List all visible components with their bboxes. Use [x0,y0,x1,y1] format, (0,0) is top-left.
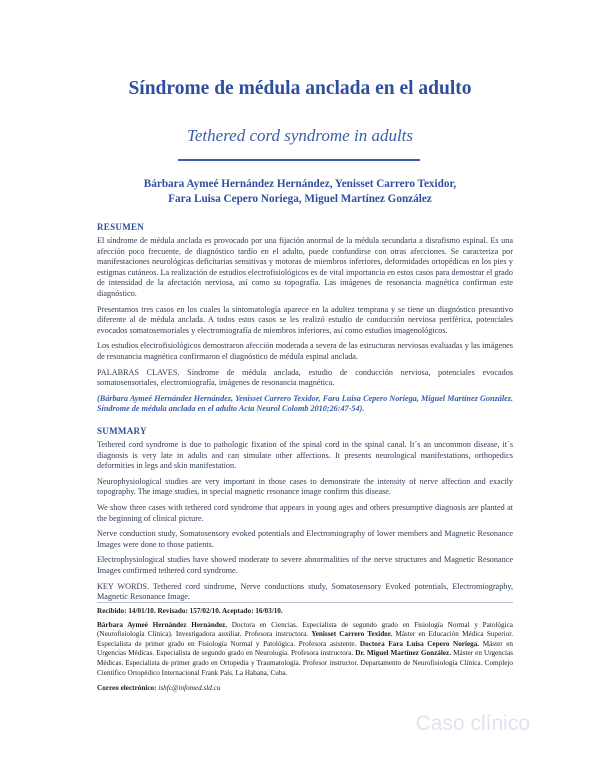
bio-author-name: Dr. Miguel Martínez González. [355,649,452,658]
email-line [97,684,513,694]
author-line-2: Fara Luisa Cepero Noriega, Miguel Martínez González [168,193,432,205]
summary-paragraph: Neurophysiological studies are very important in those cases to demonstrate the intensity of nerve affection and exactly topography. The image studies, in special magnetic resonance image confirm this disease. [97,476,513,497]
article-meta [97,607,513,698]
meta-divider [97,602,513,603]
resumen-keywords: PALABRAS CLAVES. Síndrome de médula anclada, estudio de conducción nerviosa, potenciales evocados somatosensoriales, electromiografía, imágenes de resonancia magnética. [97,367,513,388]
bio-author-name: Bárbara Aymeé Hernández Hernández. [97,620,228,629]
bio-author-text: Máster en Urgencias Médicas. Especialista de segundo grado en Neurología. Profesora instructora. [97,639,513,658]
summary-keywords: KEY WORDS. Tethered cord sindrome, Nerve conductions study, Somatosensory Evoked potentials, Electromiography, Magnetic Resonance Image. [97,581,513,602]
resumen-heading: RESUMEN [97,222,145,232]
received-dates: Recibido: 14/01/10. Revisado: 157/02/10. Aceptado: 16/03/10. [97,607,283,615]
email-link[interactable]: ishfc@infomed.sld.cu [158,684,221,693]
author-list [60,177,540,207]
summary-paragraph: Electrophysiological studies have showed moderate to severe abnormalities of the nerve structures and Magnetic Resonance Images confirmed tethered cord syndrome. [97,555,513,575]
summary-heading: SUMMARY [97,426,147,436]
bio-author-text: Máster en Educación Médica Superior. Especialista de primer grado en Fisiología Normal y Patológica. Profesora asistente. [97,630,513,648]
resumen-paragraph: El síndrome de médula anclada es provocado por una fijación anormal de la médula secundaria a disrafismo espinal. Es una afección poco frecuente, de diagnóstico tardío en el adulto, puede confundirse con otras afecciones. Se caracteriza por manifestaciones neurológicas deficitarias sensitivas y motoras de miembros inferiores, deformidades ortopédicas en los pies y estigmas cutáneos. La realización de estudios electrofisiológicos es de vital importancia en estos casos para demostrar el grado de intensidad de la afectación nerviosa, así como su topografía. Las imágenes de resonancia magnética confirman este diagnóstico. [97,236,513,298]
summary-paragraph: Nerve conduction study, Somatosensory evoked potentials and Electromiography of lower members and Magnetic Resonance Images were done to those patients. [97,529,513,549]
author-bios [97,621,513,679]
summary-body [97,440,513,608]
title-divider [178,159,420,161]
author-line-1: Bárbara Aymeé Hernández Hernández, Yenisset Carrero Texidor, [143,178,457,190]
bio-author-name: Yenisset Carrero Texidor. [311,630,393,639]
citation: (Bárbara Aymeé Hernández Hernández, Yenisset Carrero Texidor, Fara Luisa Cepero Noriega, Miguel Martínez González. Síndrome de médula anclada en el adulto Acta Neurol Colomb 2010;26:47-54). [97,393,513,414]
resumen-paragraph: Presentamos tres casos en los cuales la sintomatología aparece en la adultez temprana y se tiene un diagnóstico presuntivo diferente al de médula anclada. A todos estos casos se les realizó estudio de conducción nerviosa periférica, potenciales evocados somatosensoriales y electromiografía de miembros inferiores, así como estudios imagenológicos. [97,304,513,335]
email-label: Correo electrónico: [97,684,159,693]
summary-paragraph: Tethered cord syndrome is due to pathologic fixation of the spinal cord in the spinal canal. It´s an uncommon disease, it´s diagnosis is very late in adults and can simulate other affections. It presents neurological manifestations, orthopedics deformities in legs and skin manifestation. [97,440,513,471]
section-watermark: Caso clínico [415,712,530,735]
bio-author-name: Doctora Fara Luisa Cepero Noriega. [359,639,480,648]
article-subtitle: Tethered cord syndrome in adults [186,126,414,145]
resumen-paragraph: Los estudios electrofisiológicos demostraron afección moderada a severa de las estructuras nerviosas evaluadas y las imágenes de resonancia magnética confirmaron el diagnóstico de médula espinal anclada. [97,341,513,361]
summary-paragraph: We show three cases with tethered cord syndrome that appears in young ages and others presumptive diagnosis are planted at the beginning of clinical picture. [97,502,513,523]
article-title: Síndrome de médula anclada en el adulto [128,78,472,99]
resumen-body [97,236,513,420]
bio-author-text: Máster en Urgencias Médicas. Especialista de primer grado en Ortopedia y Traumatología. Profesor instructor. Departamento de Neurofisiología Clínica. Complejo Científico Ortopédico Internacional Frank País. La Habana, Cuba. [97,649,514,677]
bio-author-text: Doctora en Ciencias. Especialista de segundo grado en Fisiología Normal y Patológica (Neurofisiología Clínica). Investigadora auxiliar. Profesora instructora. [97,620,513,639]
